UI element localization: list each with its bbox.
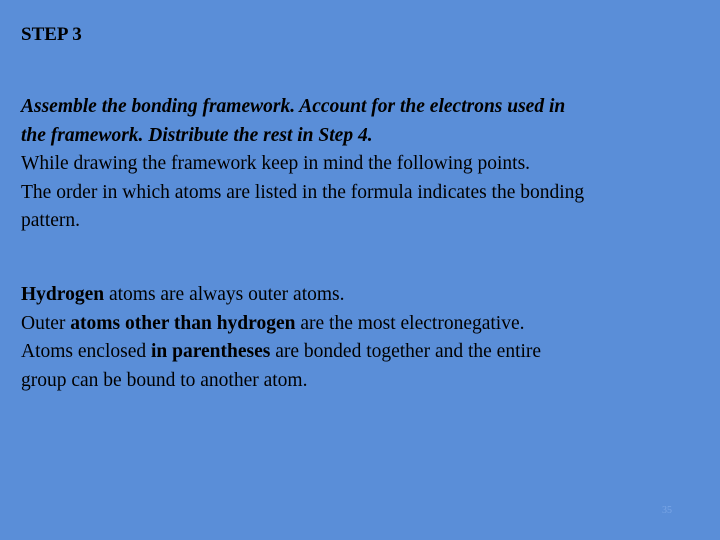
rule-text: are the most electronegative. <box>295 312 525 334</box>
rule-text: Outer <box>21 312 71 334</box>
rule-text: are bonded together and the entire <box>270 341 542 362</box>
rule-keyword: atoms other than hydrogen <box>70 312 296 334</box>
page-number: 35 <box>662 505 672 516</box>
rule-text: atoms are always outer atoms. <box>104 284 345 305</box>
rule-outer-atoms <box>21 310 716 339</box>
instruction-line: pattern. <box>21 210 81 231</box>
instructions-block <box>21 93 716 236</box>
rule-keyword: in parentheses <box>150 341 271 362</box>
rules-block <box>21 281 716 395</box>
instruction-line: The order in which atoms are listed in the formula indicates the bonding <box>21 181 585 203</box>
instruction-line: While drawing the framework keep in mind the following points. <box>21 153 531 174</box>
step-title: STEP 3 <box>21 24 82 45</box>
instruction-line: Assemble the bonding framework. Account for the electrons used in <box>21 96 566 117</box>
rule-parentheses-continued: group can be bound to another atom. <box>21 369 308 391</box>
rule-parentheses <box>21 338 716 367</box>
rule-text: Atoms enclosed <box>21 341 151 362</box>
instruction-line: the framework. Distribute the rest in Step 4. <box>21 124 373 146</box>
rule-hydrogen <box>21 281 716 310</box>
rule-keyword: Hydrogen <box>21 284 105 305</box>
